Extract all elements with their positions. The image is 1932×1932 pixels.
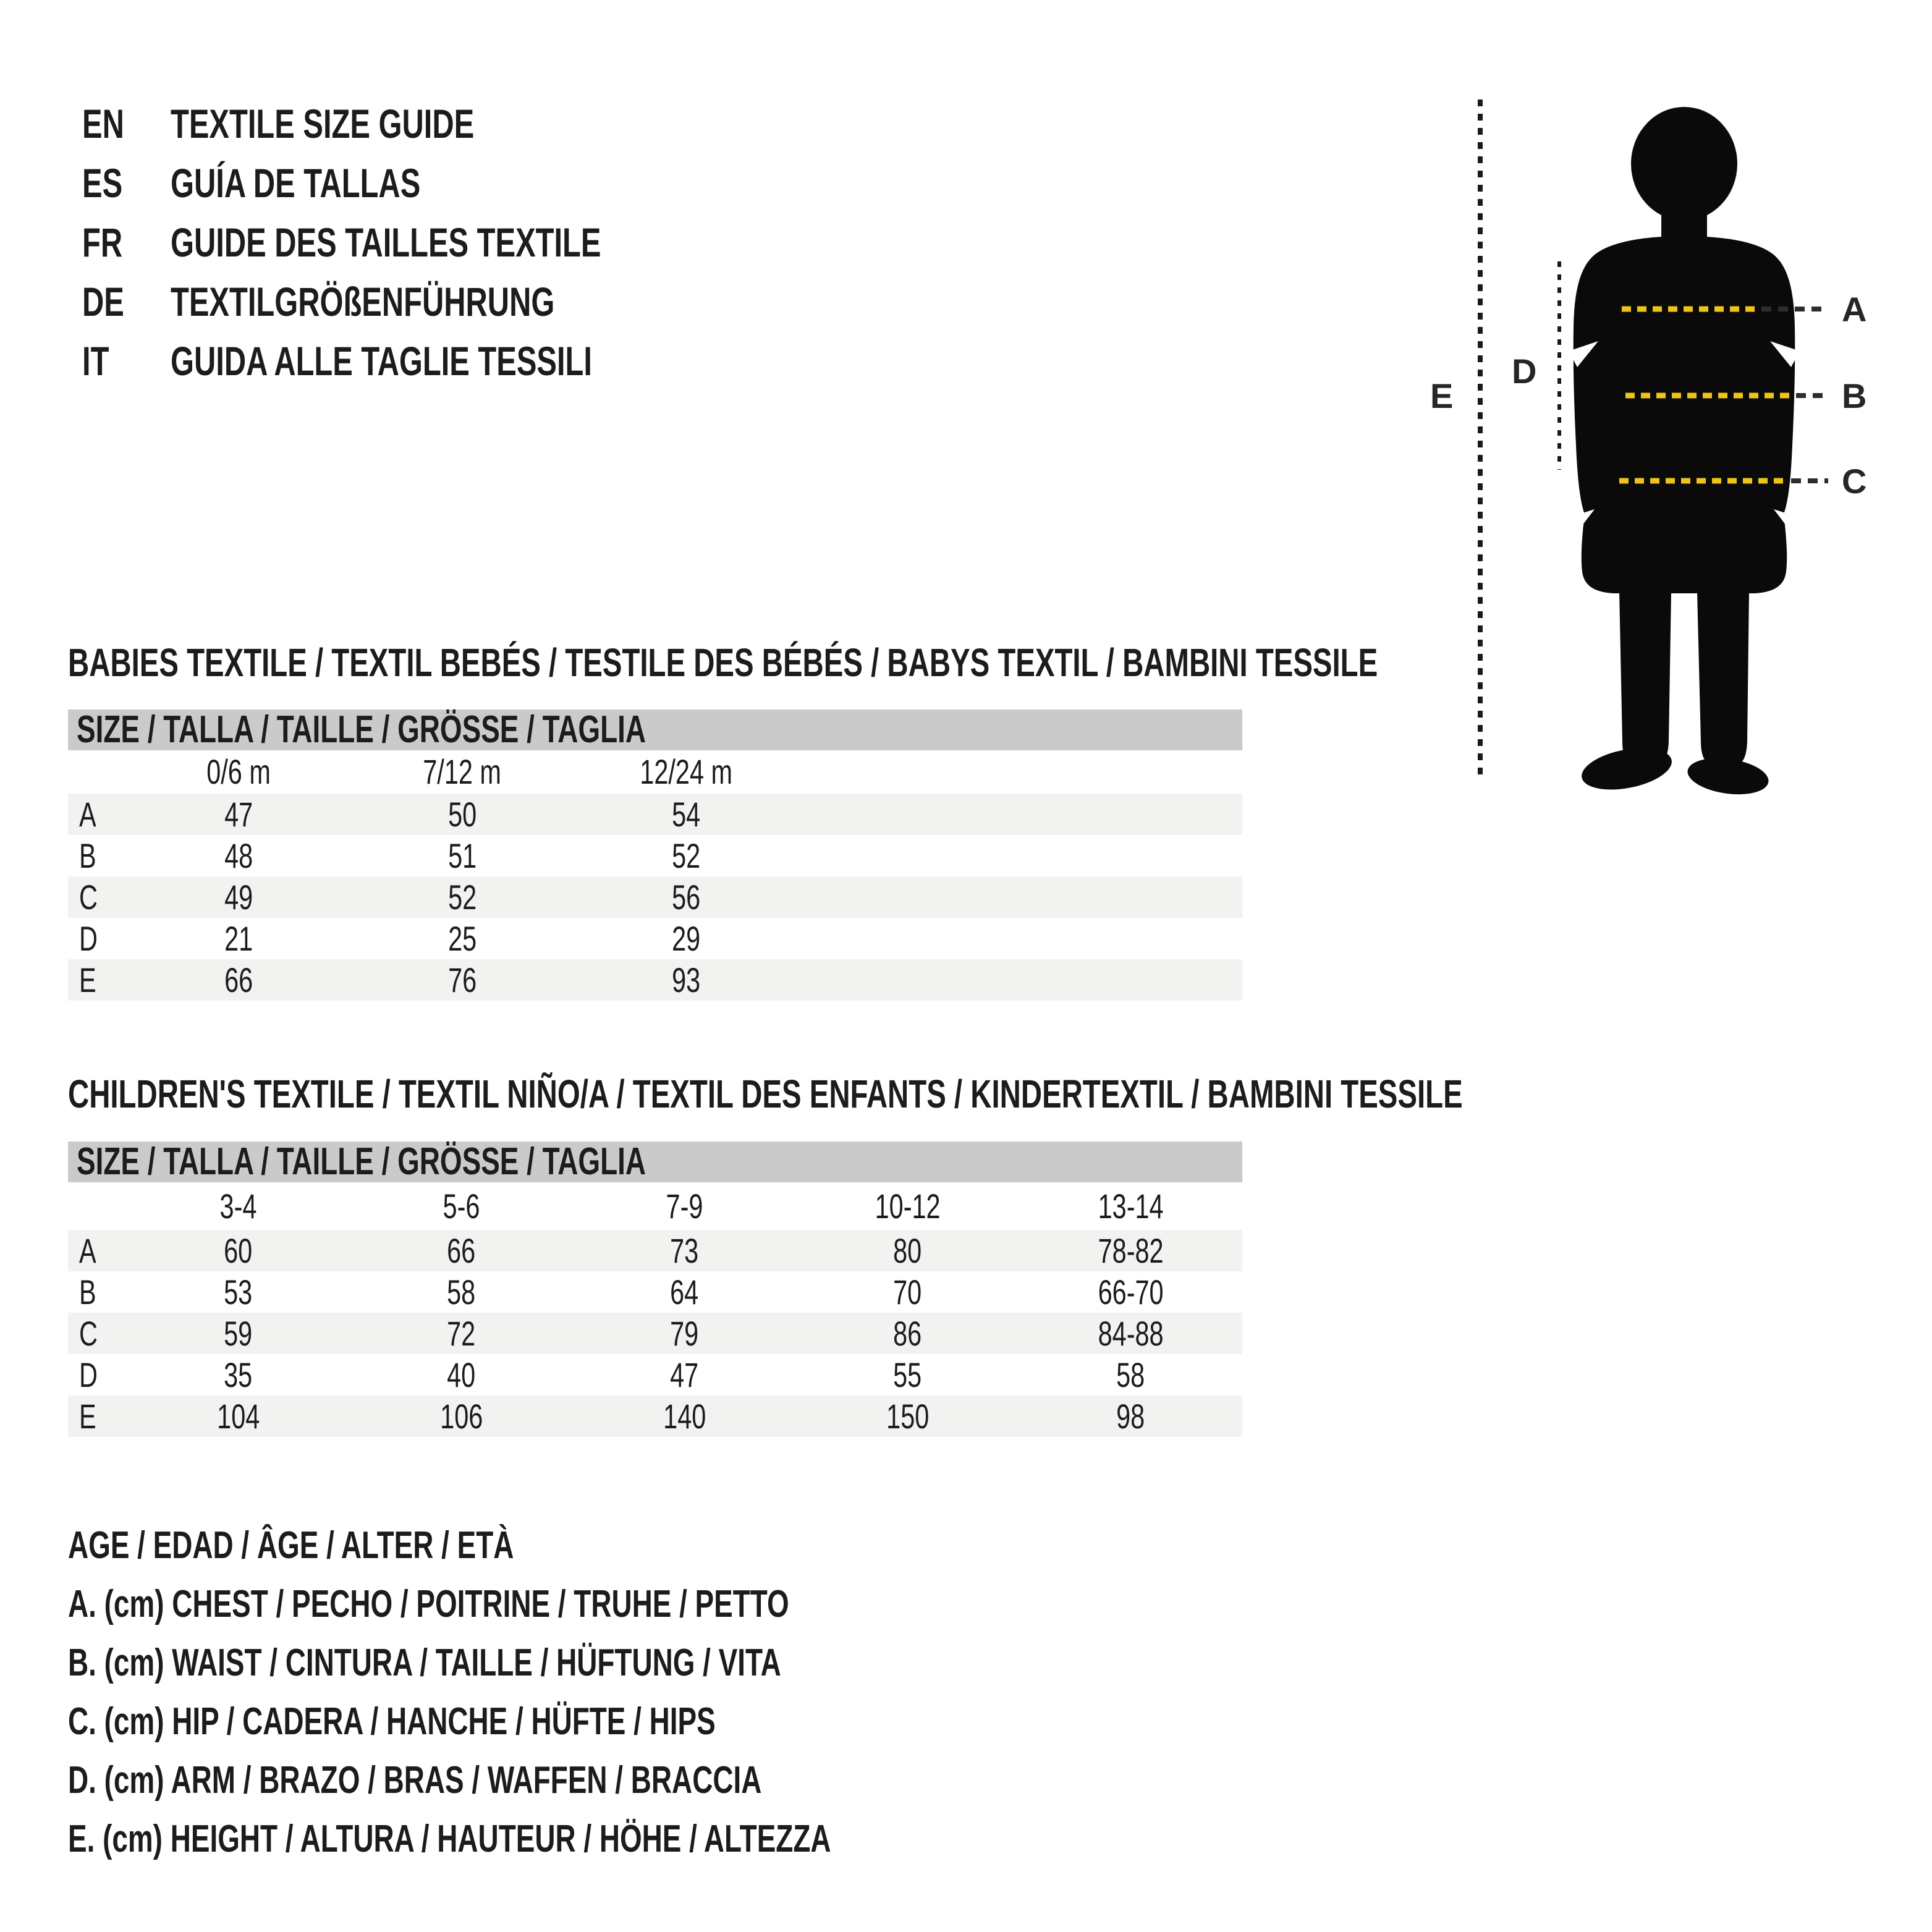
table-cell: 66 bbox=[447, 1231, 476, 1270]
table-cell: 64 bbox=[670, 1273, 699, 1311]
table-cell: 66 bbox=[224, 960, 253, 999]
table-cell: 98 bbox=[1116, 1397, 1145, 1436]
row-label: C bbox=[79, 1314, 98, 1353]
babies-size-table bbox=[68, 710, 1242, 1001]
row-label: C bbox=[79, 878, 98, 917]
measurement-legend bbox=[68, 1516, 1057, 1868]
language-title-block bbox=[82, 94, 1009, 391]
table-cell: 47 bbox=[670, 1355, 699, 1394]
page-title: TEXTILGRÖßENFÜHRUNG bbox=[171, 279, 555, 324]
table-cell: 66-70 bbox=[1098, 1273, 1164, 1311]
column-header: 13-14 bbox=[1098, 1187, 1164, 1226]
babies-section-heading bbox=[68, 640, 1675, 685]
legend-item-hip bbox=[68, 1692, 1057, 1751]
babies-heading-text: BABIES TEXTILE / TEXTIL BEBÉS / TESTILE DES BÉBÉS / BABYS TEXTIL / BAMBINI TESSILE bbox=[68, 640, 1378, 685]
table-cell: 73 bbox=[670, 1231, 699, 1270]
table-cell: 58 bbox=[1116, 1355, 1145, 1394]
table-cell: 78-82 bbox=[1098, 1231, 1164, 1270]
legend-item-text: C. (cm) HIP / CADERA / HANCHE / HÜFTE / HIPS bbox=[68, 1700, 716, 1743]
legend-item-text: A. (cm) CHEST / PECHO / POITRINE / TRUHE / PETTO bbox=[68, 1583, 789, 1625]
row-label: D bbox=[79, 1355, 98, 1394]
spacer-cell bbox=[68, 750, 127, 794]
legend-age-row bbox=[68, 1516, 1057, 1575]
size-header-bar bbox=[68, 710, 1242, 750]
children-size-table bbox=[68, 1142, 1242, 1437]
column-header: 0/6 m bbox=[206, 752, 271, 791]
table-cell: 72 bbox=[447, 1314, 476, 1353]
language-row-de bbox=[82, 272, 1009, 331]
column-header: 12/24 m bbox=[640, 752, 732, 791]
table-cell: 52 bbox=[671, 836, 701, 875]
table-cell: 79 bbox=[670, 1314, 699, 1353]
table-row bbox=[68, 959, 1242, 1001]
table-cell: 140 bbox=[663, 1397, 706, 1436]
table-row bbox=[68, 1354, 1242, 1396]
column-header: 10-12 bbox=[875, 1187, 941, 1226]
table-cell: 60 bbox=[224, 1231, 253, 1270]
table-row bbox=[68, 1230, 1242, 1271]
table-cell: 35 bbox=[224, 1355, 253, 1394]
table-cell: 104 bbox=[216, 1397, 260, 1436]
measurement-figure bbox=[1415, 74, 1932, 803]
table-cell: 21 bbox=[224, 919, 253, 958]
children-section-heading bbox=[68, 1074, 1675, 1114]
column-header: 7/12 m bbox=[423, 752, 502, 791]
table-cell: 59 bbox=[224, 1314, 253, 1353]
legend-item-arm bbox=[68, 1751, 1057, 1810]
legend-item-text: B. (cm) WAIST / CINTURA / TAILLE / HÜFTUNG / VITA bbox=[68, 1642, 781, 1684]
language-row-es bbox=[82, 153, 1009, 213]
table-cell: 55 bbox=[893, 1355, 922, 1394]
size-header-label: SIZE / TALLA / TAILLE / GRÖSSE / TAGLIA bbox=[77, 708, 646, 751]
table-row bbox=[68, 1396, 1242, 1437]
table-row bbox=[68, 1271, 1242, 1313]
table-cell: 49 bbox=[224, 878, 253, 917]
table-cell: 53 bbox=[224, 1273, 253, 1311]
table-row bbox=[68, 835, 1242, 876]
row-label: B bbox=[79, 836, 96, 875]
language-code: EN bbox=[82, 101, 124, 146]
row-label: A bbox=[79, 795, 96, 834]
spacer-cell bbox=[68, 1182, 127, 1230]
language-code: IT bbox=[82, 338, 109, 384]
row-label: E bbox=[79, 960, 96, 999]
page-title: GUIDE DES TAILLES TEXTILE bbox=[171, 219, 601, 265]
language-code: ES bbox=[82, 160, 123, 206]
waist-label-b: B bbox=[1842, 376, 1867, 415]
table-cell: 52 bbox=[447, 878, 477, 917]
height-label-e: E bbox=[1430, 376, 1454, 415]
column-header-row bbox=[68, 1182, 1242, 1230]
table-cell: 150 bbox=[886, 1397, 930, 1436]
table-cell: 56 bbox=[671, 878, 701, 917]
table-cell: 51 bbox=[447, 836, 477, 875]
column-header: 3-4 bbox=[219, 1187, 257, 1226]
row-label: B bbox=[79, 1273, 96, 1311]
legend-item-text: D. (cm) ARM / BRAZO / BRAS / WAFFEN / BRACCIA bbox=[68, 1759, 762, 1802]
table-cell: 84-88 bbox=[1098, 1314, 1164, 1353]
language-code: FR bbox=[82, 219, 123, 265]
language-row-fr bbox=[82, 213, 1009, 272]
table-cell: 70 bbox=[893, 1273, 922, 1311]
page-title: GUÍA DE TALLAS bbox=[171, 160, 421, 206]
legend-item-text: E. (cm) HEIGHT / ALTURA / HAUTEUR / HÖHE / ALTEZZA bbox=[68, 1818, 831, 1860]
language-code: DE bbox=[82, 279, 124, 324]
row-label: E bbox=[79, 1397, 96, 1436]
size-header-bar bbox=[68, 1142, 1242, 1182]
chest-label-a: A bbox=[1842, 290, 1867, 329]
row-label: D bbox=[79, 919, 98, 958]
table-cell: 47 bbox=[224, 795, 253, 834]
column-header: 5-6 bbox=[443, 1187, 480, 1226]
legend-item-waist bbox=[68, 1633, 1057, 1692]
table-cell: 86 bbox=[893, 1314, 922, 1353]
legend-age-text: AGE / EDAD / ÂGE / ALTER / ETÀ bbox=[68, 1524, 514, 1567]
child-silhouette-icon bbox=[1574, 107, 1795, 799]
table-cell: 76 bbox=[447, 960, 477, 999]
table-cell: 50 bbox=[447, 795, 477, 834]
table-cell: 29 bbox=[671, 919, 701, 958]
table-cell: 93 bbox=[671, 960, 701, 999]
table-cell: 58 bbox=[447, 1273, 476, 1311]
legend-item-chest bbox=[68, 1575, 1057, 1633]
table-cell: 54 bbox=[671, 795, 701, 834]
table-cell: 48 bbox=[224, 836, 253, 875]
column-header: 7-9 bbox=[666, 1187, 703, 1226]
table-row bbox=[68, 794, 1242, 835]
table-row bbox=[68, 1313, 1242, 1354]
hip-label-c: C bbox=[1842, 462, 1867, 501]
table-cell: 25 bbox=[447, 919, 477, 958]
table-cell: 40 bbox=[447, 1355, 476, 1394]
children-heading-text: CHILDREN'S TEXTILE / TEXTIL NIÑO/A / TEXTIL DES ENFANTS / KINDERTEXTIL / BAMBINI TESSILE bbox=[68, 1072, 1463, 1116]
table-cell: 80 bbox=[893, 1231, 922, 1270]
table-cell: 106 bbox=[439, 1397, 483, 1436]
legend-item-height bbox=[68, 1810, 1057, 1868]
table-row bbox=[68, 876, 1242, 918]
arm-label-d: D bbox=[1512, 352, 1537, 391]
language-row-it bbox=[82, 331, 1009, 391]
row-label: A bbox=[79, 1231, 96, 1270]
size-header-label: SIZE / TALLA / TAILLE / GRÖSSE / TAGLIA bbox=[77, 1140, 646, 1183]
table-row bbox=[68, 918, 1242, 959]
page-title: GUIDA ALLE TAGLIE TESSILI bbox=[171, 338, 592, 384]
column-header-row bbox=[68, 750, 1242, 794]
page-title: TEXTILE SIZE GUIDE bbox=[171, 101, 475, 146]
language-row-en bbox=[82, 94, 1009, 153]
